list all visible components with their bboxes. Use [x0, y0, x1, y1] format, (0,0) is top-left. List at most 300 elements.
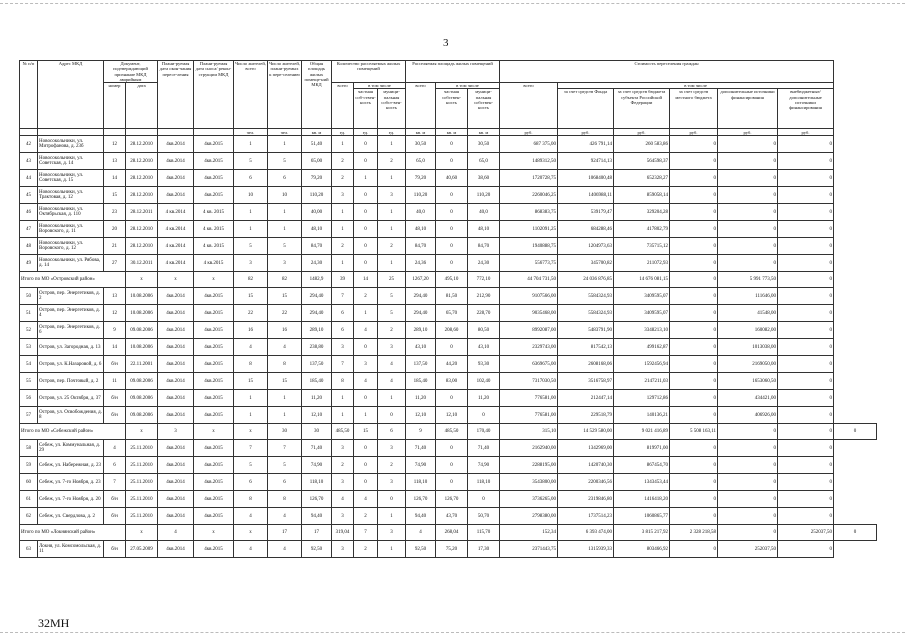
table-cell: 48,10 — [406, 221, 436, 238]
table-cell: 5584324,93 — [558, 305, 614, 322]
table-cell: 0 — [670, 204, 718, 221]
table-cell: 4кв.2015 — [194, 474, 234, 491]
table-cell: 15 — [234, 373, 268, 390]
col-header-area: Общая площадь жилых помеще-ний МКД — [302, 61, 332, 129]
address-cell: Остров, пер. Энергетиков, д. 6 — [38, 322, 104, 339]
bottom-edge-line — [0, 632, 905, 633]
unit-cell: ед. — [332, 129, 354, 136]
table-cell: 4кв.2014 — [158, 339, 194, 356]
table-cell: б/н — [104, 390, 126, 407]
table-cell: 0 — [354, 187, 378, 204]
table-cell: 5 — [234, 457, 268, 474]
table-cell: 9 — [406, 424, 436, 440]
top-edge-line — [0, 3, 905, 4]
table-cell: 1 — [268, 390, 302, 407]
table-cell: 3516758,97 — [558, 373, 614, 390]
table-cell: 50 — [20, 288, 38, 305]
table-cell: 1489312,50 — [500, 153, 558, 170]
table-cell: 1315939,33 — [558, 541, 614, 558]
table-cell: 3 — [378, 474, 406, 491]
table-cell: 4кв.2014 — [158, 373, 194, 390]
table-cell: 4 — [354, 322, 378, 339]
col-header-cost-subject: за счет средств бюджета субъекта Российской Федерации — [614, 89, 670, 129]
table-cell: 329204,28 — [614, 204, 670, 221]
table-cell: 48,10 — [302, 221, 332, 238]
table-cell: 0 — [718, 255, 778, 272]
table-cell: 2 328 218,58 — [670, 525, 718, 541]
table-cell: 495,10 — [436, 272, 468, 288]
table-cell: 4 кв.2014 — [158, 255, 194, 272]
table-cell: 7 — [268, 440, 302, 457]
col-header-rooms-municipal: муници-пальная собст-вен-ность — [378, 89, 406, 129]
table-cell: 1 — [354, 170, 378, 187]
table-cell: 61 — [20, 491, 38, 508]
table-cell: 0 — [670, 440, 718, 457]
table-cell: 0 — [670, 305, 718, 322]
table-cell: 22 — [234, 305, 268, 322]
table-cell: б/н — [104, 491, 126, 508]
table-cell: 1653060,50 — [718, 373, 778, 390]
table-cell: 0 — [778, 322, 834, 339]
table-cell: 1 — [378, 390, 406, 407]
table-cell: 137,50 — [406, 356, 436, 373]
table-cell: 2319846,80 — [558, 491, 614, 508]
table-cell: 3409595,07 — [614, 305, 670, 322]
table-cell: 4кв.2014 — [158, 170, 194, 187]
col-header-doc-number: номер — [104, 83, 126, 129]
table-cell: 43,10 — [468, 339, 500, 356]
table-cell: 4кв.2015 — [194, 305, 234, 322]
table-cell: 735715,12 — [614, 238, 670, 255]
table-cell: б/н — [104, 508, 126, 525]
table-cell: 185,40 — [302, 373, 332, 390]
table-cell: 0 — [436, 474, 468, 491]
table-cell: 1 — [354, 407, 378, 424]
table-cell: 54 — [20, 356, 38, 373]
table-cell: 4кв.2015 — [194, 407, 234, 424]
table-cell: 0 — [670, 356, 718, 373]
table-cell: 819971,00 — [614, 440, 670, 457]
table-cell: 0 — [718, 525, 778, 541]
unit-cell: кв. м — [468, 129, 500, 136]
table-cell: 485,50 — [332, 424, 354, 440]
table-cell: 8 — [268, 491, 302, 508]
table-cell: 0 — [718, 170, 778, 187]
table-cell: 0 — [670, 272, 718, 288]
table-cell: 3409595,07 — [614, 288, 670, 305]
table-cell: 0 — [718, 221, 778, 238]
table-cell: 0 — [718, 238, 778, 255]
address-cell: Остров, пер. Энергетиков, д. 4 — [38, 305, 104, 322]
table-cell: 14 — [354, 272, 378, 288]
table-cell: 51 — [20, 305, 38, 322]
table-cell: 0 — [778, 541, 834, 558]
table-cell: 0 — [670, 541, 718, 558]
unit-cell: руб. — [614, 129, 670, 136]
address-cell: Остров, ул. К.Назаровой, д. 6 — [38, 356, 104, 373]
table-cell: 4кв.2014 — [158, 407, 194, 424]
table-cell: 21 — [104, 238, 126, 255]
table-cell: 1 — [234, 136, 268, 153]
col-header-doc-date: дата — [126, 83, 158, 129]
table-cell: 3 — [332, 474, 354, 491]
table-cell: 15 — [268, 373, 302, 390]
table-cell: 564598,37 — [614, 153, 670, 170]
table-cell: 0 — [436, 440, 468, 457]
table-cell: 27 — [104, 255, 126, 272]
address-cell: Новосокольники, ул. Советская, д. 14 — [38, 153, 104, 170]
table-cell: 0 — [834, 525, 877, 541]
table-cell: 2260046,25 — [500, 187, 558, 204]
table-cell: 0 — [436, 136, 468, 153]
table-cell: 16 — [268, 322, 302, 339]
col-header-area-private: частная собствен-ность — [436, 89, 468, 129]
table-cell: 65,70 — [436, 305, 468, 322]
table-cell: 10.08.2006 — [126, 339, 158, 356]
table-cell: 0 — [378, 407, 406, 424]
table-cell: 406926,00 — [718, 407, 778, 424]
table-row — [20, 541, 877, 558]
table-cell: 17 — [302, 525, 332, 541]
table-cell: 4кв.2015 — [194, 288, 234, 305]
col-header-rooms-incl: в том числе — [354, 83, 406, 89]
address-cell: Новосокольники, ул. Октябрьская, д. 110 — [38, 204, 104, 221]
table-cell: 0 — [436, 255, 468, 272]
table-cell: 4кв.2014 — [158, 288, 194, 305]
address-cell: Остров, ул. 25 Октября, д. 37 — [38, 390, 104, 407]
col-header-cost-fund: за счет средств Фонда — [558, 89, 614, 129]
table-cell: 1 — [332, 255, 354, 272]
table-cell: 3 — [332, 508, 354, 525]
table-cell: 28.12.2010 — [126, 221, 158, 238]
col-header-area-total: всего — [406, 83, 436, 129]
table-cell: 24 036 876,85 — [558, 272, 614, 288]
table-cell: 252037,50 — [778, 525, 834, 541]
table-cell: 294,40 — [406, 288, 436, 305]
unit-cell: кв. м — [302, 129, 332, 136]
table-cell: 83,00 — [436, 373, 468, 390]
table-cell: 81,50 — [436, 288, 468, 305]
table-cell: 0 — [718, 136, 778, 153]
table-cell: 0 — [778, 356, 834, 373]
table-cell: 684288,46 — [558, 221, 614, 238]
table-cell: 1343453,44 — [614, 474, 670, 491]
table-cell: 30 — [268, 424, 302, 440]
table-cell: 27.05.2009 — [126, 541, 158, 558]
table-cell: 3348213,10 — [614, 322, 670, 339]
table-cell: 46 — [20, 204, 38, 221]
table-cell: 4кв.2015 — [194, 339, 234, 356]
table-cell: 1 — [378, 204, 406, 221]
table-cell: 102,40 — [468, 373, 500, 390]
table-cell: 1592456,94 — [614, 356, 670, 373]
table-cell: 4кв.2015 — [194, 136, 234, 153]
address-cell: Новосокольники, ул. Воровского, д. 11 — [38, 221, 104, 238]
table-cell: 3543800,00 — [500, 474, 558, 491]
table-cell: 6 — [378, 424, 406, 440]
table-cell: 110,20 — [406, 187, 436, 204]
address-cell: Новосокольники, ул. Советская, д. 15 — [38, 170, 104, 187]
table-cell: 417802,79 — [614, 221, 670, 238]
table-cell: 4кв.2015 — [194, 187, 234, 204]
table-cell: 79,20 — [406, 170, 436, 187]
table-row — [20, 440, 877, 457]
table-cell: 4кв.2014 — [158, 305, 194, 322]
table-cell: 4 — [406, 525, 436, 541]
table-cell: 4кв.2014 — [158, 440, 194, 457]
table-cell: 0 — [468, 491, 500, 508]
table-cell: 3 — [158, 424, 194, 440]
table-cell: 4 — [378, 356, 406, 373]
table-cell: 1013038,00 — [718, 339, 778, 356]
table-cell: 0 — [354, 136, 378, 153]
table-cell: 92,50 — [406, 541, 436, 558]
table-cell: 2162940,00 — [500, 440, 558, 457]
col-header-area-municipal: муници-пальная собствен-ность — [468, 89, 500, 129]
table-cell: 6 — [268, 170, 302, 187]
table-cell: 12,10 — [406, 407, 436, 424]
unit-cell: руб. — [718, 129, 778, 136]
col-header-planned-residents: Число жителей, плани-руемых к пере-селению — [268, 61, 302, 129]
table-cell: 6 — [332, 305, 354, 322]
col-header-end-date: Плани-руемая дата окон-чания пересе-ления — [158, 61, 194, 129]
table-cell: 44 704 731,50 — [500, 272, 558, 288]
table-cell: 0 — [670, 170, 718, 187]
table-cell: 44,20 — [436, 356, 468, 373]
table-cell: 426 791,14 — [558, 136, 614, 153]
table-cell: 140136,21 — [614, 407, 670, 424]
col-header-demolish-date: Плани-руемая дата сноса/ рекон-струкции МКД — [194, 61, 234, 129]
unit-cell: руб. — [778, 129, 834, 136]
table-cell: 55 — [20, 373, 38, 390]
table-cell: 0 — [670, 491, 718, 508]
table-cell: 4 — [104, 440, 126, 457]
table-cell: 268,04 — [436, 525, 468, 541]
table-cell: б/н — [104, 407, 126, 424]
unit-cell: руб. — [558, 129, 614, 136]
table-cell: 6 — [332, 322, 354, 339]
table-cell: 3 — [234, 255, 268, 272]
table-cell: 11,20 — [468, 390, 500, 407]
table-cell: 0 — [378, 491, 406, 508]
table-cell: 25 — [378, 272, 406, 288]
subtotal-row — [20, 272, 877, 288]
resettlement-table — [19, 60, 877, 558]
table-cell: 294,40 — [302, 288, 332, 305]
table-cell: 09.08.2006 — [126, 390, 158, 407]
table-cell: 11,20 — [302, 390, 332, 407]
table-cell: 4кв.2014 — [158, 153, 194, 170]
table-cell: x — [158, 272, 194, 288]
table-cell: 74,90 — [302, 457, 332, 474]
table-cell: 22 — [268, 305, 302, 322]
table-cell: 1416418,20 — [614, 491, 670, 508]
table-cell: 0 — [670, 322, 718, 339]
col-header-cost-extra: дополнительные источники финансирования — [718, 89, 778, 129]
table-cell: 1 — [234, 390, 268, 407]
table-cell: 50,70 — [468, 508, 500, 525]
table-cell: 0 — [436, 204, 468, 221]
table-cell: 25.11.2010 — [126, 491, 158, 508]
table-cell: 40,00 — [302, 204, 332, 221]
address-cell: Локня, ул. Комсомольская, д. 11 — [38, 541, 104, 558]
table-cell: 0 — [354, 440, 378, 457]
table-cell: 23 — [104, 204, 126, 221]
table-cell: 1 — [332, 136, 354, 153]
table-cell: 60 — [20, 474, 38, 491]
table-cell: 0 — [670, 457, 718, 474]
table-cell: 7317030,50 — [500, 373, 558, 390]
table-cell: 4кв.2015 — [194, 356, 234, 373]
table-cell: 5 — [268, 153, 302, 170]
table-cell: 17,30 — [468, 541, 500, 558]
table-cell: 0 — [670, 136, 718, 153]
table-cell: 0 — [778, 288, 834, 305]
table-cell: 0 — [670, 255, 718, 272]
table-cell: 0 — [778, 221, 834, 238]
table-cell: 14 676 081,15 — [614, 272, 670, 288]
table-cell: 1 — [378, 221, 406, 238]
table-cell: 0 — [670, 407, 718, 424]
table-cell: 8 — [332, 373, 354, 390]
table-cell: 94,40 — [406, 508, 436, 525]
table-cell: 111646,00 — [718, 288, 778, 305]
table-cell: 48 — [20, 238, 38, 255]
table-cell: 4 кв.2014 — [158, 238, 194, 255]
table-cell: 47 — [20, 221, 38, 238]
table-cell: 14 529 580,00 — [558, 424, 614, 440]
table-cell: 3 — [332, 440, 354, 457]
table-cell: 4кв.2014 — [158, 508, 194, 525]
table-cell: 39 — [332, 272, 354, 288]
table-cell: 0 — [436, 187, 468, 204]
table-row — [20, 153, 877, 170]
address-cell: Себеж, ул. 7-го Ноября, д. 20 — [38, 491, 104, 508]
table-cell: 4кв.2015 — [194, 373, 234, 390]
table-cell: 1 — [234, 204, 268, 221]
table-cell: 22.11.2001 — [126, 356, 158, 373]
table-cell: 4 — [268, 541, 302, 558]
table-cell: 4кв.2015 — [194, 390, 234, 407]
table-cell: 0 — [670, 373, 718, 390]
table-cell: 25.11.2010 — [126, 457, 158, 474]
table-cell: 0 — [778, 407, 834, 424]
table-cell: 5 991 773,50 — [718, 272, 778, 288]
table-cell: 0 — [436, 390, 468, 407]
table-cell: 24,30 — [302, 255, 332, 272]
table-cell: 0 — [468, 407, 500, 424]
table-cell: 1 — [378, 541, 406, 558]
subtotal-label: Итого по МО «Островский район» — [20, 272, 126, 288]
address-cell: Новосокольники, ул. Митрофанова, д. 23б — [38, 136, 104, 153]
table-cell: 3 — [354, 356, 378, 373]
table-cell: 4кв.2014 — [158, 356, 194, 373]
table-cell: 09.08.2006 — [126, 322, 158, 339]
table-cell: 0 — [436, 339, 468, 356]
table-cell: 868383,75 — [500, 204, 558, 221]
table-cell: 0 — [718, 204, 778, 221]
table-cell: 1406988,11 — [558, 187, 614, 204]
table-cell: 2 — [332, 153, 354, 170]
table-cell: 5 — [378, 288, 406, 305]
table-cell: x — [126, 525, 158, 541]
subtotal-label: Итого по МО «Локнянский район» — [20, 525, 126, 541]
table-cell: 80,50 — [468, 322, 500, 339]
table-row — [20, 170, 877, 187]
table-cell: 4кв.2015 — [194, 541, 234, 558]
table-cell: 13 — [104, 288, 126, 305]
table-cell: 3 — [332, 187, 354, 204]
table-cell: 63 — [20, 541, 38, 558]
table-cell: 15 — [268, 288, 302, 305]
table-cell: 6 — [234, 170, 268, 187]
address-cell: Себеж, ул. Свердлова, д. 2 — [38, 508, 104, 525]
table-cell: 25.11.2010 — [126, 474, 158, 491]
table-cell: 74,90 — [406, 457, 436, 474]
table-cell: 1 — [354, 305, 378, 322]
page-number: 3 — [443, 37, 449, 49]
table-cell: 51,40 — [302, 136, 332, 153]
table-cell: 1 — [268, 136, 302, 153]
table-cell: 0 — [778, 272, 834, 288]
table-cell: 1 — [378, 170, 406, 187]
table-cell: 24,30 — [468, 255, 500, 272]
col-header-document: Документ, подтверждающий признание МКД аварийным — [104, 61, 158, 83]
table-cell: 45 — [20, 187, 38, 204]
table-cell: 212447,14 — [558, 390, 614, 407]
table-cell: 289,10 — [302, 322, 332, 339]
table-cell: 75,20 — [436, 541, 468, 558]
table-cell: 13 — [104, 153, 126, 170]
table-cell: 539179,47 — [558, 204, 614, 221]
table-cell: 4 кв. 2015 — [194, 204, 234, 221]
table-cell: 43,10 — [406, 339, 436, 356]
table-cell: б/н — [104, 541, 126, 558]
table-cell: 7 — [332, 356, 354, 373]
table-cell: 0 — [670, 339, 718, 356]
table-cell: 0 — [354, 390, 378, 407]
table-cell: 434421,00 — [718, 390, 778, 407]
table-cell: 49 — [20, 255, 38, 272]
col-header-rooms-private: частная соб-ствен-ность — [354, 89, 378, 129]
table-cell: 5 — [378, 305, 406, 322]
table-cell: 94,40 — [302, 508, 332, 525]
table-cell: 315,10 — [500, 424, 558, 440]
table-cell: 170,40 — [468, 424, 500, 440]
table-cell: 0 — [778, 170, 834, 187]
table-cell: 2 — [378, 238, 406, 255]
table-cell: 0 — [718, 187, 778, 204]
table-cell: 0 — [670, 508, 718, 525]
table-cell: 15 — [104, 187, 126, 204]
table-cell: 1 — [268, 204, 302, 221]
table-cell: 3 — [378, 339, 406, 356]
table-cell: 30 — [302, 424, 332, 440]
table-cell: 185,40 — [406, 373, 436, 390]
table-cell: 10.08.2006 — [126, 305, 158, 322]
table-cell: 924714,13 — [558, 153, 614, 170]
table-cell: 8992087,00 — [500, 322, 558, 339]
table-cell: 41548,00 — [718, 305, 778, 322]
address-cell: Остров, пер. Почтовый, д. 2 — [38, 373, 104, 390]
table-cell: 20 — [104, 221, 126, 238]
table-cell: 84,70 — [406, 238, 436, 255]
table-cell: 53 — [20, 339, 38, 356]
table-cell: 0 — [778, 339, 834, 356]
table-cell: 7 — [234, 440, 268, 457]
table-cell: 2169050,00 — [718, 356, 778, 373]
table-cell: 56 — [20, 390, 38, 407]
